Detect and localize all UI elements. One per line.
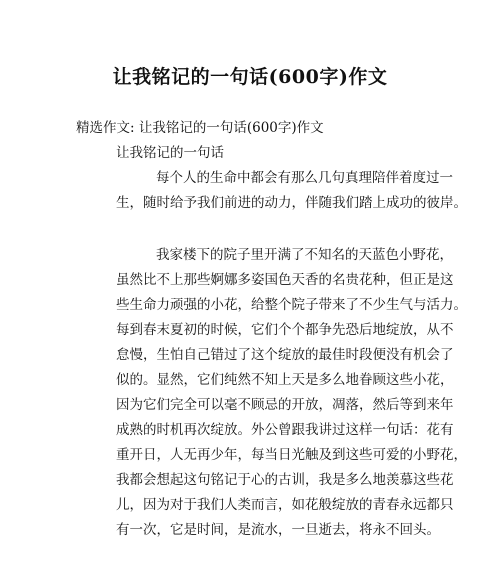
paragraph-line: 生，随时给予我们前进的动力，伴随我们踏上成功的彼岸。 bbox=[116, 195, 467, 211]
paragraph-line: 虽然比不上那些婀娜多姿国色天香的名贵花种，但正是这 bbox=[116, 272, 454, 288]
document-subtitle: 精选作文: 让我铭记的一句话(600字)作文 bbox=[76, 120, 324, 136]
paragraph-line: 因为它们完全可以毫不顾忌的开放，凋落，然后等到来年 bbox=[116, 397, 454, 413]
paragraph-line: 我都会想起这句铭记于心的古训，我是多么地羡慕这些花 bbox=[116, 472, 454, 488]
document-title: 让我铭记的一句话(600字)作文 bbox=[112, 66, 388, 88]
paragraph-line: 儿，因为对于我们人类而言，如花般绽放的青春永远都只 bbox=[116, 497, 454, 513]
paragraph-line: 有一次，它是时间，是流水，一旦逝去，将永不回头。 bbox=[116, 522, 440, 538]
paragraph-line: 成熟的时机再次绽放。外公曾跟我讲过这样一句话：花有 bbox=[116, 422, 454, 438]
paragraph-line: 每个人的生命中都会有那么几句真理陪伴着度过一 bbox=[156, 170, 453, 186]
paragraph-line: 怠慢，生怕自己错过了这个绽放的最佳时段便没有机会了 bbox=[116, 347, 454, 363]
essay-title: 让我铭记的一句话 bbox=[116, 145, 224, 161]
paragraph-line: 重开日，人无再少年，每当日光触及到这些可爱的小野花， bbox=[116, 447, 467, 463]
paragraph-line: 些生命力顽强的小花，给整个院子带来了不少生气与活力。 bbox=[116, 297, 467, 313]
paragraph-line: 我家楼下的院子里开满了不知名的天蓝色小野花， bbox=[156, 247, 453, 263]
paragraph-1 bbox=[76, 166, 467, 216]
paragraph-line: 每到春末夏初的时候，它们个个都争先恐后地绽放，从不 bbox=[116, 322, 454, 338]
paragraph-line: 似的。显然，它们纯然不知上天是多么地眷顾这些小花， bbox=[116, 372, 454, 388]
paragraph-2 bbox=[76, 243, 467, 543]
